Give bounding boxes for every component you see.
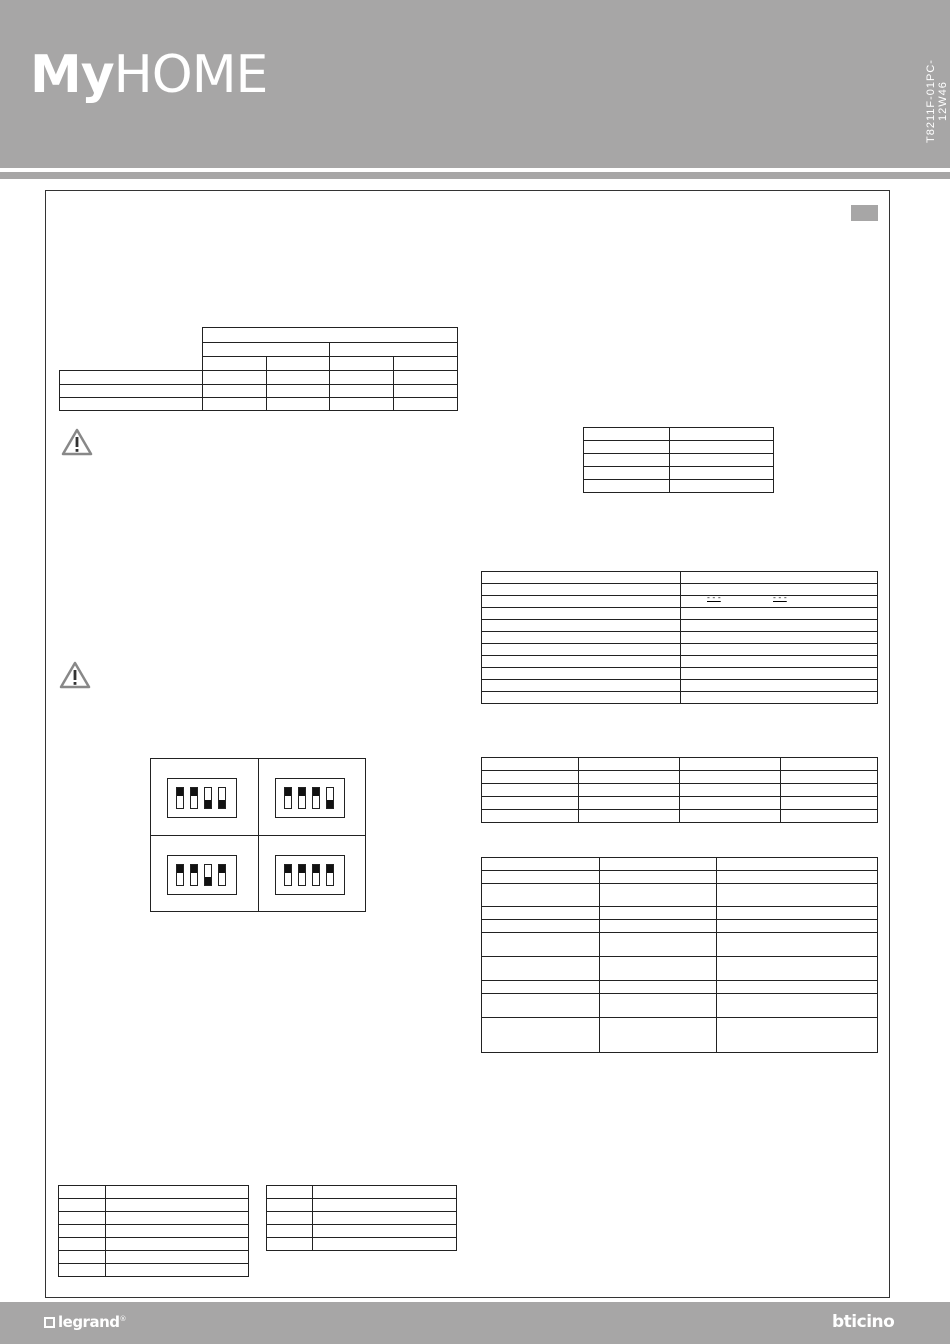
dip-lever xyxy=(190,864,198,886)
table-cell xyxy=(717,994,878,1018)
table-cell xyxy=(680,784,781,797)
table-cell xyxy=(106,1238,249,1251)
table-cell xyxy=(482,668,681,680)
table-cell xyxy=(579,771,680,784)
dip-lever xyxy=(326,787,334,809)
legrand-mark-icon xyxy=(44,1317,55,1328)
table-cell xyxy=(106,1199,249,1212)
dip-lever xyxy=(284,864,292,886)
table-cell xyxy=(482,994,600,1018)
table-cell xyxy=(600,871,717,884)
table-cell xyxy=(600,957,717,981)
table-cell xyxy=(59,1238,106,1251)
table-cell xyxy=(267,1225,313,1238)
dip-lever-knob xyxy=(299,788,305,796)
dip-lever xyxy=(326,864,334,886)
table-cell xyxy=(202,385,266,398)
table-cell xyxy=(482,632,681,644)
table-cell xyxy=(202,328,457,343)
dip-lever xyxy=(218,864,226,886)
dip-lever xyxy=(190,787,198,809)
bticino-logo: bticino xyxy=(832,1312,895,1332)
table-cell xyxy=(717,1018,878,1053)
table-cell xyxy=(717,858,878,871)
dip-lever-knob xyxy=(177,865,183,873)
dashed-value: - - - xyxy=(707,593,721,602)
dip-lever xyxy=(298,864,306,886)
dip-lever xyxy=(312,787,320,809)
dip-lever-knob xyxy=(205,877,211,885)
dip-lever-knob xyxy=(191,788,197,796)
table-cell xyxy=(482,620,681,632)
table-cell xyxy=(680,797,781,810)
table-cell xyxy=(59,1199,106,1212)
dip-lever xyxy=(298,787,306,809)
table-cell xyxy=(681,680,878,692)
table-cell xyxy=(330,343,458,357)
table-cell xyxy=(600,994,717,1018)
table-cell xyxy=(106,1212,249,1225)
dashed-value: - - - xyxy=(773,593,787,602)
table-cell xyxy=(482,572,681,584)
header-band xyxy=(0,172,950,179)
registered-mark: ® xyxy=(119,1315,126,1323)
table-cell xyxy=(584,467,670,480)
table-cell xyxy=(681,608,878,620)
table-cell xyxy=(482,810,579,823)
table-cell xyxy=(717,933,878,957)
table-cell xyxy=(717,871,878,884)
warning-triangle-icon xyxy=(61,428,93,456)
table-cell xyxy=(202,398,266,411)
dip-lever-knob xyxy=(327,800,333,808)
table-cell xyxy=(313,1225,457,1238)
table-cell xyxy=(394,398,458,411)
dip-lever-knob xyxy=(219,865,225,873)
table-cell xyxy=(600,907,717,920)
table-cell xyxy=(681,692,878,704)
table-cell xyxy=(482,858,600,871)
table-cell xyxy=(482,608,681,620)
table-cell xyxy=(267,1199,313,1212)
table-cell xyxy=(202,357,266,371)
table-cell xyxy=(60,328,203,371)
dip-lever-knob xyxy=(177,788,183,796)
table-cell xyxy=(313,1238,457,1251)
table-cell xyxy=(600,858,717,871)
table-cell xyxy=(670,441,774,454)
table-cell xyxy=(781,771,878,784)
table-cell xyxy=(313,1212,457,1225)
right-three-column-table xyxy=(481,857,878,1053)
right-small-table xyxy=(583,427,774,493)
table-cell xyxy=(266,371,330,385)
table-cell xyxy=(330,398,394,411)
table-cell xyxy=(330,371,394,385)
table-cell xyxy=(781,784,878,797)
table-cell xyxy=(106,1251,249,1264)
table-cell xyxy=(394,371,458,385)
dip-lever xyxy=(176,787,184,809)
table-cell xyxy=(482,957,600,981)
table-cell xyxy=(60,398,203,411)
table-cell xyxy=(482,758,579,771)
table-cell xyxy=(482,680,681,692)
table-cell xyxy=(680,758,781,771)
table-cell xyxy=(579,784,680,797)
table-cell xyxy=(717,920,878,933)
dip-lever-knob xyxy=(205,800,211,808)
table-cell xyxy=(670,428,774,441)
table-cell xyxy=(482,771,579,784)
table-cell xyxy=(670,480,774,493)
table-cell xyxy=(600,933,717,957)
table-cell xyxy=(579,797,680,810)
table-cell xyxy=(670,467,774,480)
dip-lever-knob xyxy=(285,788,291,796)
page-footer xyxy=(0,1302,950,1344)
table-cell xyxy=(202,371,266,385)
table-cell xyxy=(59,1186,106,1199)
left-top-table xyxy=(59,327,458,411)
table-cell xyxy=(482,584,681,596)
dip-lever-knob xyxy=(219,800,225,808)
dip-switch-icon xyxy=(275,778,345,818)
table-cell xyxy=(482,596,681,608)
dip-lever xyxy=(312,864,320,886)
table-cell xyxy=(600,981,717,994)
table-cell xyxy=(266,385,330,398)
table-cell xyxy=(680,810,781,823)
table-cell xyxy=(482,871,600,884)
table-cell xyxy=(266,398,330,411)
table-cell xyxy=(600,1018,717,1053)
table-cell xyxy=(717,981,878,994)
table-cell xyxy=(60,371,203,385)
table-cell xyxy=(202,343,330,357)
table-cell xyxy=(600,920,717,933)
table-cell xyxy=(330,357,394,371)
table-cell xyxy=(59,1225,106,1238)
table-cell xyxy=(584,428,670,441)
table-cell xyxy=(579,810,680,823)
table-cell xyxy=(394,385,458,398)
dip-lever-knob xyxy=(191,865,197,873)
table-cell xyxy=(267,1212,313,1225)
table-cell xyxy=(59,1264,106,1277)
legrand-logo xyxy=(44,1313,126,1331)
table-cell xyxy=(106,1225,249,1238)
dip-lever-knob xyxy=(299,865,305,873)
table-cell xyxy=(681,668,878,680)
table-cell xyxy=(670,454,774,467)
dip-lever xyxy=(218,787,226,809)
table-cell xyxy=(482,981,600,994)
table-cell xyxy=(681,620,878,632)
dip-lever-knob xyxy=(285,865,291,873)
table-cell xyxy=(717,907,878,920)
table-cell xyxy=(584,454,670,467)
table-cell xyxy=(681,593,878,608)
table-cell xyxy=(313,1199,457,1212)
right-spec-table xyxy=(481,571,878,704)
dip-lever-knob xyxy=(313,788,319,796)
table-cell xyxy=(482,784,579,797)
bottom-left-table-2 xyxy=(266,1185,457,1251)
logo-my: My xyxy=(30,45,114,105)
myhome-logo xyxy=(30,44,267,106)
dip-switch-icon xyxy=(275,855,345,895)
bottom-left-table-1 xyxy=(58,1185,249,1277)
table-cell xyxy=(584,480,670,493)
table-cell xyxy=(106,1186,249,1199)
table-cell xyxy=(482,933,600,957)
table-cell xyxy=(59,1251,106,1264)
table-cell xyxy=(394,357,458,371)
table-cell xyxy=(330,385,394,398)
legrand-text: legrand xyxy=(58,1313,120,1331)
dip-lever-knob xyxy=(327,865,333,873)
table-cell xyxy=(681,656,878,668)
table-cell xyxy=(781,758,878,771)
table-cell xyxy=(680,771,781,784)
table-cell xyxy=(681,632,878,644)
language-tab xyxy=(851,205,878,221)
table-cell xyxy=(781,797,878,810)
dip-lever xyxy=(284,787,292,809)
table-cell xyxy=(717,957,878,981)
table-cell xyxy=(600,884,717,907)
table-cell xyxy=(267,1238,313,1251)
dip-lever xyxy=(204,787,212,809)
table-cell xyxy=(482,644,681,656)
table-cell xyxy=(681,572,878,584)
table-cell xyxy=(482,692,681,704)
table-cell xyxy=(266,357,330,371)
table-cell xyxy=(482,656,681,668)
table-cell xyxy=(106,1264,249,1277)
table-cell xyxy=(482,884,600,907)
dip-lever-knob xyxy=(313,865,319,873)
table-cell xyxy=(482,797,579,810)
table-cell xyxy=(584,441,670,454)
table-cell xyxy=(482,907,600,920)
diagram-divider xyxy=(151,835,365,836)
dip-switch-icon xyxy=(167,855,237,895)
table-cell xyxy=(59,1212,106,1225)
table-cell xyxy=(681,644,878,656)
document-code: T8211F-01PC-12W46 xyxy=(925,59,949,143)
right-four-column-table xyxy=(481,757,878,823)
table-cell xyxy=(482,920,600,933)
dip-lever xyxy=(176,864,184,886)
warning-triangle-icon xyxy=(59,661,91,689)
table-cell xyxy=(267,1186,313,1199)
table-cell xyxy=(60,385,203,398)
dip-switch-diagram xyxy=(150,758,366,912)
table-cell xyxy=(781,810,878,823)
dip-switch-icon xyxy=(167,778,237,818)
logo-home: HOME xyxy=(113,45,268,105)
table-cell xyxy=(482,1018,600,1053)
table-cell xyxy=(579,758,680,771)
table-cell xyxy=(313,1186,457,1199)
table-cell xyxy=(717,884,878,907)
dip-lever xyxy=(204,864,212,886)
